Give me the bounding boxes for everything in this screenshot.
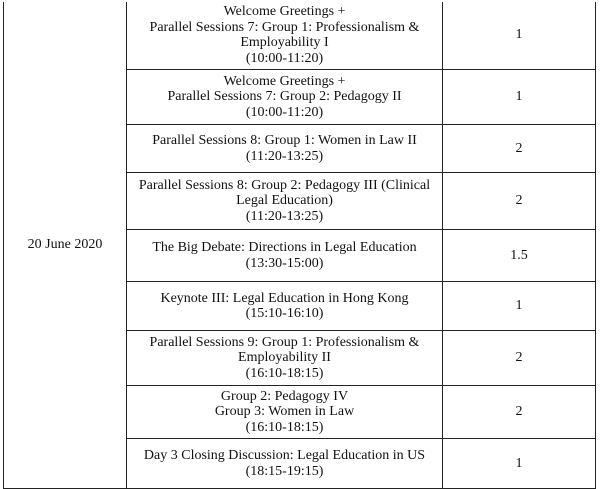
hours-value: 1.5 [510, 247, 528, 263]
session-line: Parallel Sessions 7: Group 1: Professionalism & [149, 19, 420, 35]
hours-value: 1 [515, 455, 523, 471]
hours-cell [443, 331, 596, 386]
hours-value: 1 [515, 27, 523, 43]
session-line: Parallel Sessions 8: Group 2: Pedagogy III (Clinical [138, 177, 431, 193]
session-time: (10:00-11:20) [245, 50, 324, 66]
hours-cell [443, 230, 596, 282]
hours-cell [443, 125, 596, 173]
session-time: (11:20-13:25) [245, 208, 324, 224]
session-line: Parallel Sessions 9: Group 1: Professionalism & [149, 334, 420, 350]
hours-cell [443, 173, 596, 230]
session-time: (11:20-13:25) [245, 148, 324, 164]
session-time: (18:15-19:15) [245, 463, 324, 479]
session-line: Parallel Sessions 7: Group 2: Pedagogy II [167, 89, 402, 105]
table-row [4, 1, 596, 70]
session-line: Legal Education) [236, 193, 333, 209]
session-line: Group 3: Women in Law [214, 404, 355, 420]
session-line: Parallel Sessions 8: Group 1: Women in Law II [152, 133, 417, 148]
schedule-table [3, 0, 596, 489]
hours-cell [443, 386, 596, 439]
top-edge [0, 0, 600, 2]
hours-value: 2 [515, 193, 523, 209]
session-cell [127, 439, 443, 489]
hours-value: 2 [515, 350, 523, 366]
session-time: (15:10-16:10) [245, 306, 324, 321]
session-line: Group 2: Pedagogy IV [220, 388, 349, 404]
session-cell [127, 331, 443, 386]
session-line: Welcome Greetings + [223, 4, 346, 19]
session-line: Employability I [240, 35, 329, 50]
session-line: Employability II [238, 350, 331, 366]
hours-cell [443, 70, 596, 125]
hours-value: 2 [515, 140, 523, 156]
session-cell [127, 173, 443, 230]
session-cell [127, 282, 443, 331]
hours-value: 2 [515, 404, 523, 420]
session-cell [127, 1, 443, 70]
hours-cell [443, 439, 596, 489]
hours-value: 1 [515, 89, 523, 105]
date-cell [4, 1, 127, 489]
session-cell [127, 125, 443, 173]
session-cell [127, 386, 443, 439]
session-line: Keynote III: Legal Education in Hong Kong [160, 290, 409, 306]
hours-cell [443, 1, 596, 70]
session-line: Welcome Greetings + [223, 73, 346, 89]
session-line: The Big Debate: Directions in Legal Education [152, 240, 417, 255]
session-line: Day 3 Closing Discussion: Legal Education in US [143, 448, 426, 463]
session-time: (16:10-18:15) [245, 419, 324, 435]
session-time: (16:10-18:15) [245, 365, 324, 381]
hours-value: 1 [515, 298, 523, 314]
hours-cell [443, 282, 596, 331]
session-cell [127, 70, 443, 125]
session-time: (13:30-15:00) [245, 255, 324, 271]
date-label: 20 June 2020 [27, 236, 103, 252]
session-cell [127, 230, 443, 282]
session-time: (10:00-11:20) [245, 104, 324, 120]
